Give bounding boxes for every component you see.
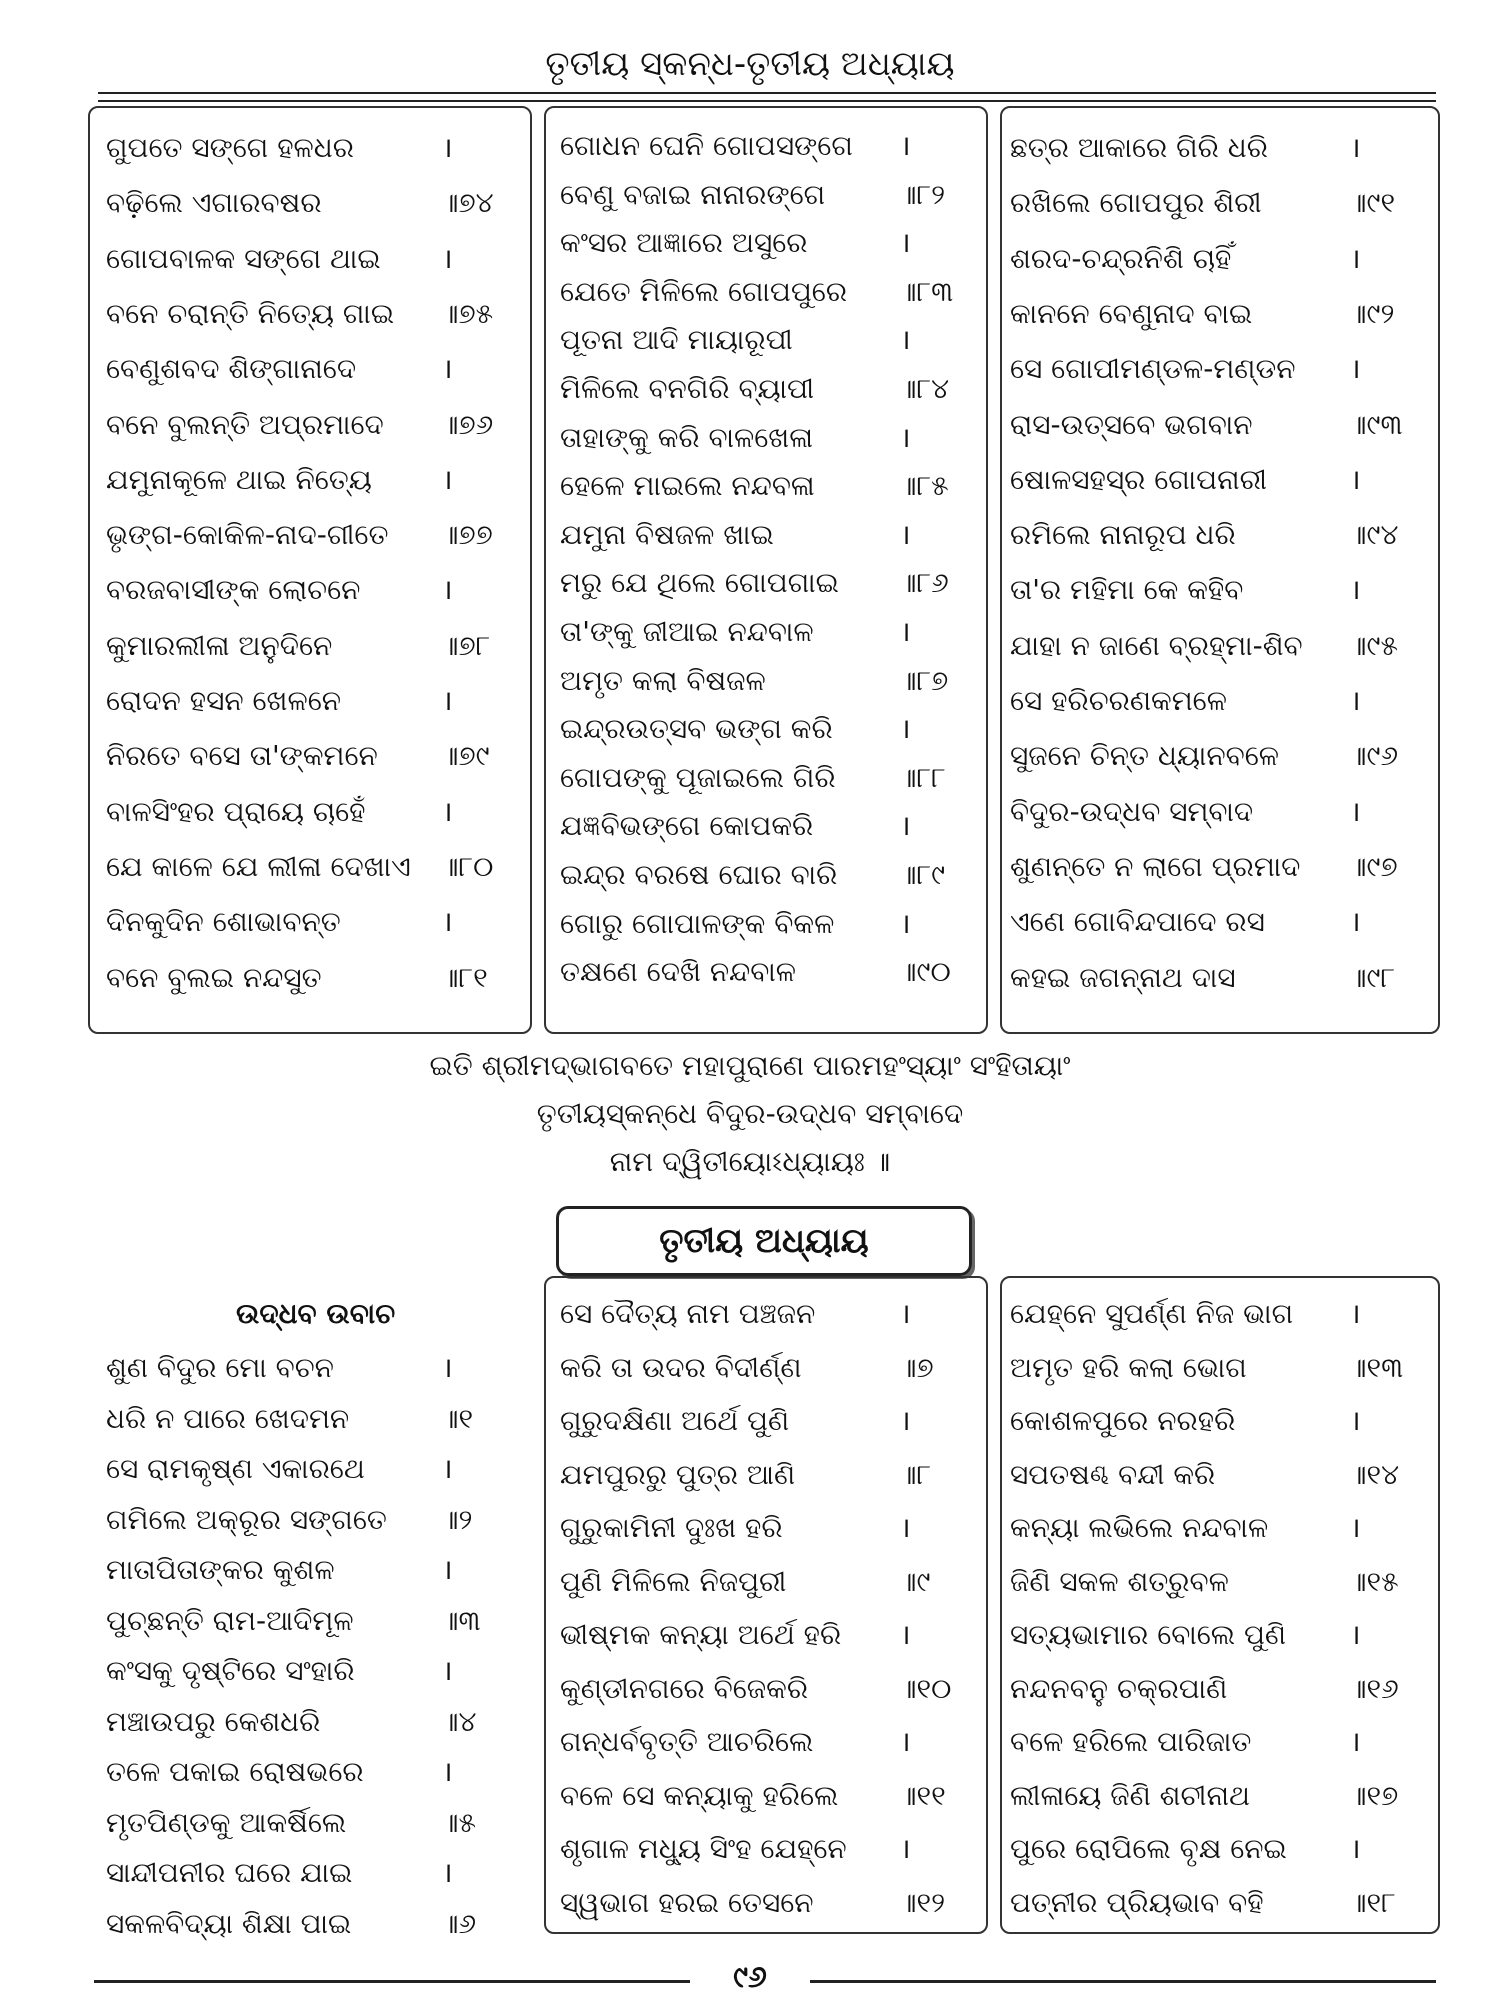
- verse-number: ।: [1350, 462, 1361, 496]
- verse-text: ଲୀଳାୟେ ଜିଣି ଶଚୀନାଥ: [1010, 1778, 1250, 1812]
- verse-text: ତା'ଙ୍କୁ ଜୀଆଇ ନନ୍ଦବାଳ: [560, 615, 814, 648]
- verse-number: ॥୮: [900, 1457, 932, 1491]
- verse-text: ପୁଚ୍ଛନ୍ତି ରାମ-ଆଦିମୂଳ: [106, 1603, 354, 1637]
- verse-text: ଇନ୍ଦ୍ର ବରଷେ ଘୋର ବାରି: [560, 858, 838, 891]
- verse-number: ।: [900, 517, 911, 551]
- verse-number: ॥୧୧: [900, 1778, 946, 1812]
- verse-text: ବେଣୁଶବଦ ଶିଙ୍ଗାନାଦେ: [106, 352, 357, 386]
- verse-text: ବନେ ବୁଲନ୍ତି ଅପ୍ରମାଦେ: [106, 407, 384, 441]
- footer-rule: [94, 1980, 690, 1983]
- page-header-title: ତୃତୀୟ ସ୍କନ୍ଧ-ତୃତୀୟ ଅଧ୍ୟାୟ: [545, 44, 955, 84]
- verse-text: ବଳେ ହରିଲେ ପାରିଜାତ: [1010, 1725, 1252, 1758]
- verse-number: ॥୮୩: [900, 274, 954, 308]
- header-rule: [98, 100, 1436, 102]
- verse-text: ସ୍ୱଭାଗ ହରଇ ତେସନେ: [560, 1885, 814, 1919]
- verse-text: ସେ ହରିଚରଣକମଳେ: [1010, 684, 1227, 717]
- verse-number: ॥୩: [442, 1603, 481, 1637]
- verse-number: ।: [900, 129, 911, 162]
- verse-number: ।: [442, 462, 453, 496]
- verse-text: ଭୀଷ୍ମକ କନ୍ୟା ଅର୍ଥେ ହରି: [560, 1618, 842, 1651]
- verse-text: ବନେ ଚରାନ୍ତି ନିତ୍ୟେ ଗାଇ: [106, 296, 395, 330]
- verse-number: ॥୮୦: [442, 849, 494, 883]
- verse-text: ଗୁରୁକାମିନୀ ଦୁଃଖ ହରି: [560, 1511, 783, 1544]
- verse-text: ସେ ଦୈତ୍ୟ ନାମ ପଞ୍ଚଜନ: [560, 1297, 816, 1330]
- chapter-heading: ତୃତୀୟ ଅଧ୍ୟାୟ: [556, 1206, 972, 1276]
- verse-number: ॥୧: [442, 1401, 474, 1435]
- verse-text: ଯାହା ନ ଜାଣେ ବ୍ରହ୍ମା-ଶିବ: [1010, 628, 1303, 662]
- verse-text: ରୋଦନ ହସନ ଖେଳନେ: [106, 684, 342, 717]
- verse-number: ॥୫: [442, 1805, 477, 1839]
- verse-number: ॥୮୪: [900, 372, 950, 405]
- verse-number: ॥୮୬: [900, 566, 949, 600]
- verse-number: ।: [900, 323, 911, 357]
- header-rule: [98, 92, 1436, 94]
- verse-text: କହଇ ଜଗନ୍ନାଥ ଦାସ: [1010, 960, 1236, 994]
- verse-text: ସପତଷଣ୍ଢ ବନ୍ଦୀ କରି: [1010, 1457, 1216, 1491]
- verse-number: ।: [442, 1553, 453, 1586]
- verse-text: ଗୁପତେ ସଙ୍ଗେ ହଳଧର: [106, 131, 354, 164]
- verse-number: ।: [1350, 794, 1361, 828]
- verse-number: ।: [1350, 1725, 1361, 1758]
- verse-text: ଯମପୁରରୁ ପୁତ୍ର ଆଣି: [560, 1457, 796, 1491]
- colophon-line: ନାମ ଦ୍ୱିତୀୟୋଽଧ୍ୟାୟଃ ॥: [609, 1145, 891, 1178]
- verse-text: ହେଳେ ମାଇଲେ ନନ୍ଦବଳା: [560, 469, 815, 503]
- verse-text: କଂସକୁ ଦୃଷ୍ଟିରେ ସଂହାରି: [106, 1654, 355, 1687]
- verse-number: ॥୯୭: [1350, 849, 1398, 883]
- verse-text: ଧରି ନ ପାରେ ଖେଦମନ: [106, 1401, 350, 1435]
- verse-number: ॥୮୫: [900, 469, 949, 503]
- verse-text: ଗୋଧନ ଘେନି ଗୋପସଙ୍ଗେ: [560, 129, 853, 162]
- verse-text: ଯମୁନା ବିଷଜଳ ଖାଇ: [560, 517, 774, 551]
- verse-text: ଭୃଙ୍ଗ-କୋକିଳ-ନାଦ-ଗୀତେ: [106, 518, 389, 552]
- verse-number: ।: [900, 1404, 911, 1437]
- verse-text: କୋଶଳପୁରେ ନରହରି: [1010, 1404, 1236, 1437]
- verse-number: ॥୯୩: [1350, 407, 1403, 441]
- verse-number: ।: [1350, 1511, 1361, 1544]
- verse-number: ।: [1350, 352, 1361, 386]
- verse-number: ।: [442, 1452, 453, 1485]
- verse-number: ॥୯୮: [1350, 960, 1396, 994]
- verse-text: ବାଳସିଂହର ପ୍ରାୟେ ଚାହେଁ: [106, 794, 366, 828]
- verse-number: ।: [442, 352, 453, 386]
- verse-number: ॥୧୪: [1350, 1457, 1400, 1491]
- verse-number: ।: [1350, 1297, 1361, 1330]
- verse-text: ମଞ୍ଚାଉପରୁ କେଶଧରି: [106, 1704, 321, 1738]
- verse-number: ॥୮୭: [900, 663, 949, 697]
- verse-number: ।: [1350, 1832, 1361, 1865]
- verse-number: ।: [1350, 684, 1361, 717]
- verse-number: ॥୭୯: [442, 739, 490, 773]
- verse-text: ରମିଲେ ନାନାରୂପ ଧରି: [1010, 518, 1236, 552]
- verse-number: ।: [900, 712, 911, 746]
- verse-number: ।: [900, 615, 911, 648]
- verse-number: ॥୭: [900, 1350, 934, 1384]
- verse-number: ॥୯୧: [1350, 186, 1396, 220]
- verse-number: ॥୨: [442, 1502, 473, 1536]
- verse-text: ଶୁଣ ବିଦୁର ମୋ ବଚନ: [106, 1351, 334, 1384]
- verse-text: ତା'ର ମହିମା କେ କହିବ: [1010, 573, 1244, 607]
- verse-text: ବଳେ ସେ କନ୍ୟାକୁ ହରିଲେ: [560, 1778, 839, 1812]
- verse-number: ।: [900, 420, 911, 454]
- verse-number: ।: [442, 1654, 453, 1687]
- verse-number: ।: [442, 131, 453, 164]
- verse-text: ଜିଣି ସକଳ ଶତ୍ରୁବଳ: [1010, 1564, 1229, 1598]
- verse-text: ଶୁଣନ୍ତେ ନ ଲାଗେ ପ୍ରମାଦ: [1010, 849, 1301, 883]
- verse-text: ଯେ କାଳେ ଯେ ଲୀଳା ଦେଖାଏ: [106, 849, 411, 883]
- verse-number: ।: [900, 1725, 911, 1758]
- verse-number: ॥୧୫: [1350, 1564, 1399, 1598]
- verse-text: ରଖିଲେ ଗୋପପୁର ଶିରୀ: [1010, 186, 1262, 220]
- verse-number: ।: [1350, 1404, 1361, 1437]
- verse-number: ।: [442, 684, 453, 717]
- verse-text: ଷୋଳସହସ୍ର ଗୋପନାରୀ: [1010, 462, 1267, 496]
- verse-text: ଯେହ୍ନେ ସୁପର୍ଣ୍ଣ ନିଜ ଭାଗ: [1010, 1297, 1294, 1330]
- verse-number: ।: [900, 1618, 911, 1651]
- verse-number: ।: [900, 906, 911, 940]
- verse-text: ରାସ-ଉତ୍ସବେ ଭଗବାନ: [1010, 407, 1253, 441]
- verse-number: ।: [1350, 905, 1361, 939]
- verse-text: ଯଜ୍ଞବିଭଙ୍ଗେ କୋପକରି: [560, 809, 814, 843]
- verse-text: ପୂତନା ଆଦି ମାୟାରୂପୀ: [560, 323, 793, 357]
- verse-text: ସାନ୍ଦୀପନୀର ଘରେ ଯାଇ: [106, 1856, 353, 1889]
- verse-text: ତକ୍ଷଣେ ଦେଖି ନନ୍ଦବାଳ: [560, 955, 796, 989]
- verse-number: ।: [442, 1755, 453, 1788]
- verse-text: ଯମୁନାକୂଳେ ଥାଇ ନିତ୍ୟେ: [106, 462, 372, 496]
- verse-text: ଗୁରୁଦକ୍ଷିଣା ଅର୍ଥେ ପୁଣି: [560, 1404, 790, 1437]
- verse-number: ॥୯: [900, 1564, 931, 1598]
- verse-number: ॥୪: [442, 1704, 477, 1738]
- verse-number: ।: [900, 809, 911, 843]
- verse-number: ।: [900, 1511, 911, 1544]
- verse-text: ଗୋରୁ ଗୋପାଳଙ୍କ ବିକଳ: [560, 906, 835, 940]
- verse-text: ଗୋପବାଳକ ସଙ୍ଗେ ଥାଇ: [106, 241, 381, 275]
- verse-number: ॥୭୮: [442, 628, 491, 662]
- verse-number: ॥୧୭: [1350, 1778, 1399, 1812]
- verse-text: ବରଜବାସୀଙ୍କ ଲୋଚନେ: [106, 573, 361, 607]
- verse-text: ମିଳିଲେ ବନଗିରି ବ୍ୟାପୀ: [560, 372, 815, 405]
- verse-text: ପୁରେ ରୋପିଲେ ବୃକ୍ଷ ନେଇ: [1010, 1832, 1287, 1865]
- verse-text: ନିରତେ ବସେ ତା'ଙ୍କମନେ: [106, 739, 378, 773]
- verse-text: ବଢ଼ିଲେ ଏଗାରବଷର: [106, 186, 322, 220]
- verse-text: କଂସର ଆଜ୍ଞାରେ ଅସୁରେ: [560, 226, 808, 260]
- verse-number: ।: [1350, 573, 1361, 607]
- verse-number: ॥୮୮: [900, 760, 946, 794]
- verse-number: ॥୧୬: [1350, 1671, 1399, 1705]
- verse-number: ।: [900, 1297, 911, 1330]
- verse-text: ନନ୍ଦନବନୁ ଚକ୍ରପାଣି: [1010, 1671, 1228, 1705]
- verse-text: ଅମୃତ କଲା ବିଷଜଳ: [560, 663, 766, 697]
- verse-number: ॥୭୬: [442, 407, 494, 441]
- verse-number: ॥୮୧: [442, 960, 488, 994]
- verse-text: ସେ ଗୋପୀମଣ୍ଡଳ-ମଣ୍ଡନ: [1010, 352, 1296, 386]
- verse-text: ଶରଦ-ଚନ୍ଦ୍ରନିଶି ଚାହିଁ: [1010, 241, 1232, 275]
- verse-number: ॥୯୪: [1350, 518, 1399, 552]
- verse-text: ପତ୍ନୀର ପ୍ରିୟଭାବ ବହି: [1010, 1885, 1264, 1919]
- verse-text: କୁମାରଲୀଳା ଅନୁଦିନେ: [106, 628, 333, 662]
- verse-number: ।: [1350, 131, 1361, 164]
- colophon-line: ଇତି ଶ୍ରୀମଦ୍‌ଭାଗବତେ ମହାପୁରାଣେ ପାରମହଂସ୍ୟାଂ ସଂହିତାୟାଂ: [429, 1049, 1071, 1082]
- verse-text: କାନନେ ବେଣୁନାଦ ବାଇ: [1010, 296, 1253, 330]
- verse-number: ।: [442, 1856, 453, 1889]
- verse-number: ॥୯୬: [1350, 739, 1399, 773]
- section-subheading: ଉଦ୍ଧବ ଉବାଚ: [236, 1297, 396, 1330]
- verse-text: ତଳେ ପକାଇ ରୋଷଭରେ: [106, 1755, 364, 1788]
- verse-text: କରି ତା ଉଦର ବିଦୀର୍ଣ୍ଣ: [560, 1350, 802, 1384]
- verse-number: ॥୯୫: [1350, 628, 1398, 662]
- colophon-line: ତୃତୀୟସ୍କନ୍ଧେ ବିଦୁର-ଉଦ୍ଧବ ସମ୍ବାଦେ: [536, 1097, 964, 1130]
- verse-text: ସତ୍ୟଭାମାର ବୋଲେ ପୁଣି: [1010, 1618, 1287, 1651]
- page-number: ୯୬: [733, 1960, 767, 1995]
- verse-number: ॥୧୩: [1350, 1350, 1404, 1384]
- verse-text: ବେଣୁ ବଜାଇ ନାନାରଙ୍ଗେ: [560, 177, 826, 211]
- verse-number: ।: [1350, 1618, 1361, 1651]
- verse-text: ମାତାପିତାଙ୍କର କୁଶଳ: [106, 1553, 335, 1586]
- verse-text: ଶୃଗାଳ ମଧ୍ୟୁ ସିଂହ ଯେହ୍ନେ: [560, 1832, 847, 1865]
- verse-text: ଛତ୍ର ଆକାରେ ଗିରି ଧରି: [1010, 131, 1268, 164]
- verse-text: ମୃତପିଣ୍ଡକୁ ଆକର୍ଷିଲେ: [106, 1805, 347, 1839]
- verse-text: ବନେ ବୁଲଇ ନନ୍ଦସୁତ: [106, 960, 322, 994]
- verse-number: ।: [442, 905, 453, 939]
- verse-number: ।: [442, 573, 453, 607]
- verse-text: ଏଣେ ଗୋବିନ୍ଦପାଦେ ରସ: [1010, 905, 1265, 939]
- verse-text: କୁଣ୍ଡୀନଗରେ ବିଜେକରି: [560, 1671, 809, 1705]
- verse-text: ଗୋପଙ୍କୁ ପୂଜାଇଲେ ଗିରି: [560, 760, 836, 794]
- verse-number: ॥୮୨: [900, 177, 946, 211]
- verse-text: ସକଳବିଦ୍ୟା ଶିକ୍ଷା ପାଇ: [106, 1906, 352, 1940]
- verse-number: ।: [442, 794, 453, 828]
- verse-number: ।: [900, 226, 911, 260]
- verse-text: ମରୁ ଯେ ଥିଲେ ଗୋପଗାଇ: [560, 566, 839, 600]
- verse-text: ସୁଜନେ ଚିନ୍ତ ଧ୍ୟାନବଳେ: [1010, 739, 1279, 773]
- verse-text: ବିଦୁର-ଉଦ୍ଧବ ସମ୍ବାଦ: [1010, 794, 1254, 828]
- verse-text: ତାହାଙ୍କୁ କରି ବାଳଖେଳା: [560, 420, 814, 454]
- verse-text: ଅମୃତ ହରି କଲା ଭୋଗ: [1010, 1350, 1247, 1384]
- verse-number: ।: [442, 241, 453, 275]
- verse-number: ॥୮୯: [900, 858, 946, 891]
- verse-text: କନ୍ୟା ଲଭିଲେ ନନ୍ଦବାଳ: [1010, 1511, 1269, 1544]
- verse-text: ଇନ୍ଦ୍ରଉତ୍ସବ ଭଙ୍ଗ କରି: [560, 712, 833, 746]
- verse-text: ଯେତେ ମିଳିଲେ ଗୋପପୁରେ: [560, 274, 848, 308]
- verse-number: ॥୯୦: [900, 955, 951, 989]
- verse-text: ଦିନକୁଦିନ ଶୋଭାବନ୍ତ: [106, 905, 341, 939]
- verse-number: ॥୭୪: [442, 186, 494, 220]
- verse-number: ॥୬: [442, 1906, 477, 1940]
- verse-number: ।: [900, 1832, 911, 1865]
- verse-number: ॥୧୮: [1350, 1885, 1396, 1919]
- verse-text: ପୁଣି ମିଳିଲେ ନିଜପୁରୀ: [560, 1564, 787, 1598]
- verse-text: ସେ ରାମକୃଷ୍ଣ ଏକାରଥେ: [106, 1452, 365, 1485]
- footer-rule: [810, 1980, 1436, 1983]
- verse-text: ଗମିଲେ ଅକ୍ରୂର ସଙ୍ଗତେ: [106, 1502, 387, 1536]
- verse-text: ଗନ୍ଧର୍ବବୃତ୍ତି ଆଚରିଲେ: [560, 1725, 814, 1758]
- verse-number: ।: [1350, 241, 1361, 275]
- verse-number: ॥୭୫: [442, 296, 494, 330]
- verse-number: ॥୧୦: [900, 1671, 952, 1705]
- verse-number: ॥୧୨: [900, 1885, 946, 1919]
- verse-number: ।: [442, 1351, 453, 1384]
- verse-number: ॥୯୨: [1350, 296, 1395, 330]
- verse-number: ॥୭୭: [442, 518, 493, 552]
